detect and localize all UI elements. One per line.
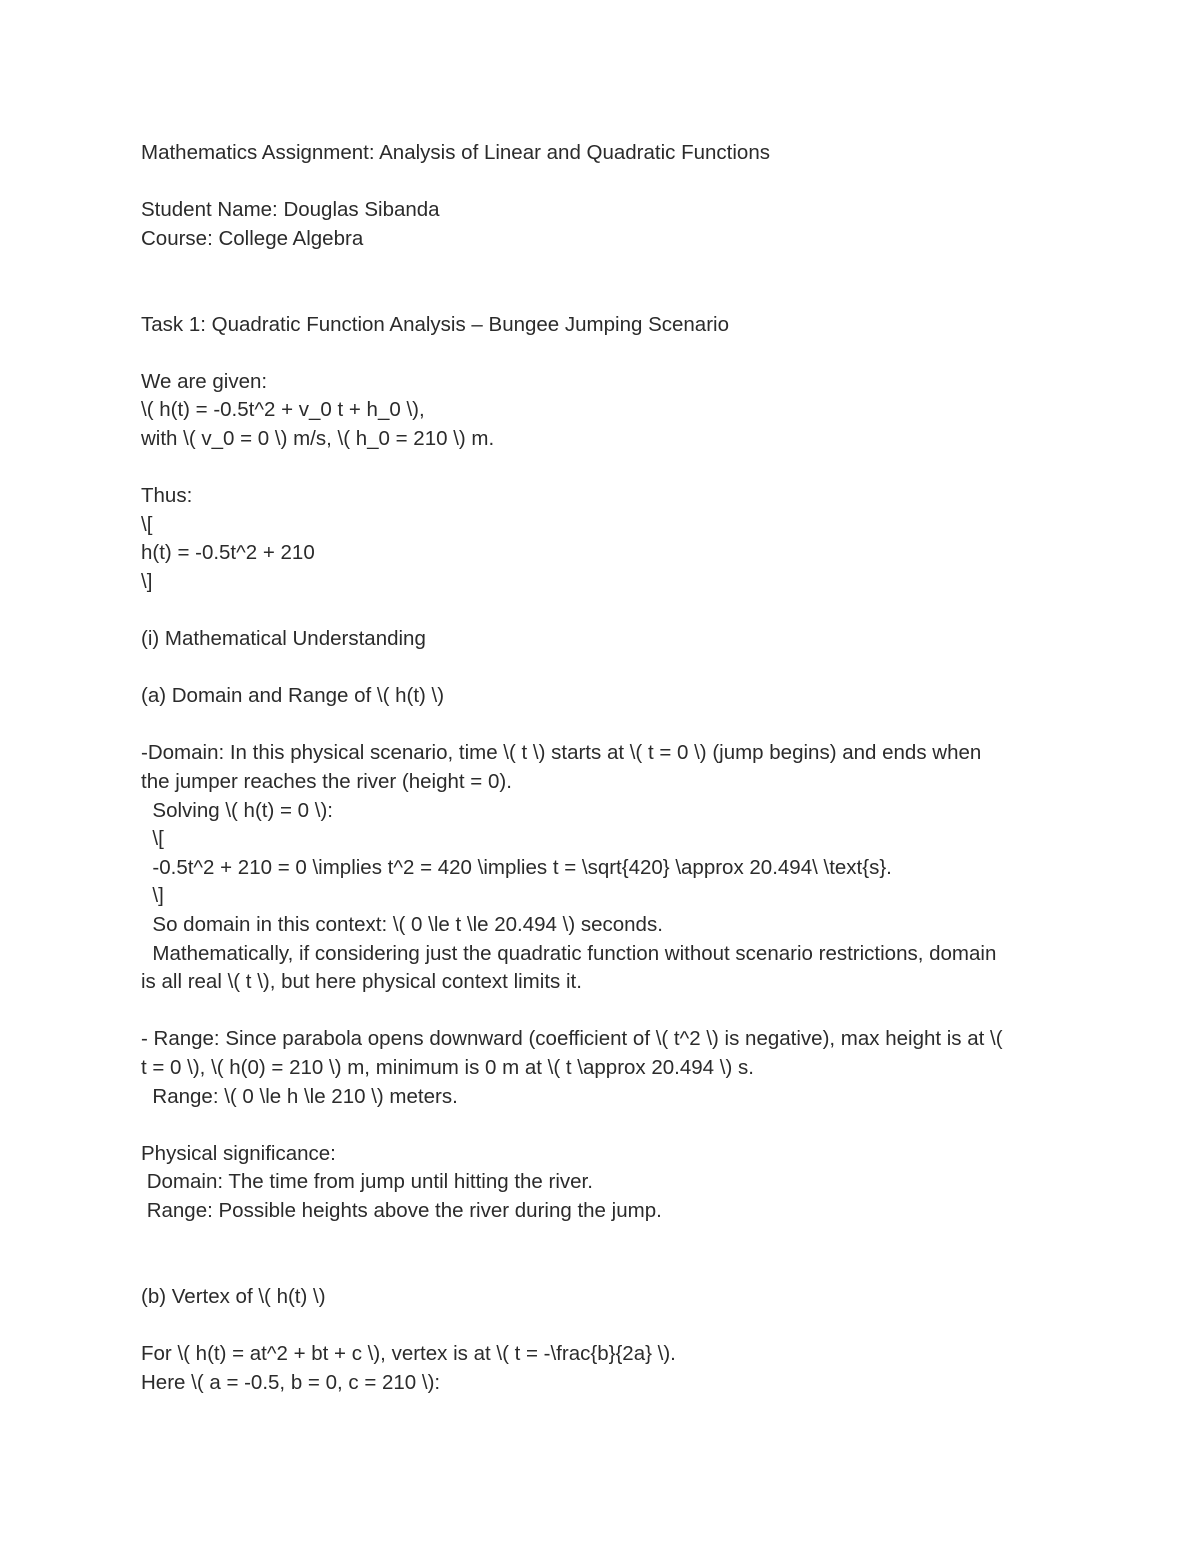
document-body: [141, 139, 1061, 1397]
spacer: [141, 1311, 1061, 1340]
domain-paragraph-line: -Domain: In this physical scenario, time \( t \) starts at \( t = 0 \) (jump begins) and ends when: [141, 741, 982, 765]
display-math-open: \[: [141, 827, 164, 851]
spacer: [141, 454, 1061, 483]
vertex-coefficients-line: Here \( a = -0.5, b = 0, c = 210 \):: [141, 1370, 441, 1394]
course-name: Course: College Algebra: [141, 226, 364, 250]
spacer: [141, 168, 1061, 197]
range-paragraph-line: t = 0 \), \( h(0) = 210 \) m, minimum is 0 m at \( t \approx 20.494 \) s.: [141, 1056, 754, 1079]
domain-context: So domain in this context: \( 0 \le t \le 20.494 \) seconds.: [141, 913, 663, 937]
section-b-heading: (b) Vertex of \( h(t) \): [141, 1284, 326, 1308]
display-math-open: \[: [141, 512, 153, 536]
domain-paragraph-line: the jumper reaches the river (height = 0).: [141, 770, 512, 794]
spacer: [141, 597, 1061, 626]
spacer: [141, 711, 1061, 740]
spacer: [141, 1226, 1061, 1255]
physical-domain: Domain: The time from jump until hitting the river.: [141, 1170, 593, 1194]
section-a-heading: (a) Domain and Range of \( h(t) \): [141, 684, 445, 708]
spacer: [141, 1254, 1061, 1283]
spacer: [141, 654, 1061, 683]
domain-math-line: Mathematically, if considering just the quadratic function without scenario restrictions, domain: [141, 941, 997, 965]
solve-equation: -0.5t^2 + 210 = 0 \implies t^2 = 420 \implies t = \sqrt{420} \approx 20.494\ \text{s}.: [141, 855, 892, 879]
given-equation: \( h(t) = -0.5t^2 + v_0 t + h_0 \),: [141, 398, 425, 422]
spacer: [141, 997, 1061, 1026]
section-i-heading: (i) Mathematical Understanding: [141, 627, 426, 651]
spacer: [141, 282, 1061, 311]
spacer: [141, 1111, 1061, 1140]
document-title: Mathematics Assignment: Analysis of Linear and Quadratic Functions: [141, 141, 770, 164]
domain-math-line: is all real \( t \), but here physical context limits it.: [141, 970, 582, 994]
spacer: [141, 253, 1061, 282]
display-math-close: \]: [141, 884, 164, 908]
task1-heading: Task 1: Quadratic Function Analysis – Bungee Jumping Scenario: [141, 312, 729, 336]
solving-label: Solving \( h(t) = 0 \):: [141, 798, 333, 822]
thus-equation: h(t) = -0.5t^2 + 210: [141, 541, 315, 565]
student-name: Student Name: Douglas Sibanda: [141, 198, 440, 222]
physical-range: Range: Possible heights above the river during the jump.: [141, 1198, 662, 1222]
given-values: with \( v_0 = 0 \) m/s, \( h_0 = 210 \) m.: [141, 426, 495, 450]
given-intro: We are given:: [141, 369, 268, 393]
physical-significance-heading: Physical significance:: [141, 1141, 336, 1165]
vertex-formula-line: For \( h(t) = at^2 + bt + c \), vertex is at \( t = -\frac{b}{2a} \).: [141, 1341, 676, 1365]
range-paragraph-line: - Range: Since parabola opens downward (coefficient of \( t^2 \) is negative), max height is at \(: [141, 1027, 1003, 1051]
thus-label: Thus:: [141, 484, 193, 508]
range-result: Range: \( 0 \le h \le 210 \) meters.: [141, 1084, 458, 1108]
display-math-close: \]: [141, 569, 153, 593]
spacer: [141, 339, 1061, 368]
